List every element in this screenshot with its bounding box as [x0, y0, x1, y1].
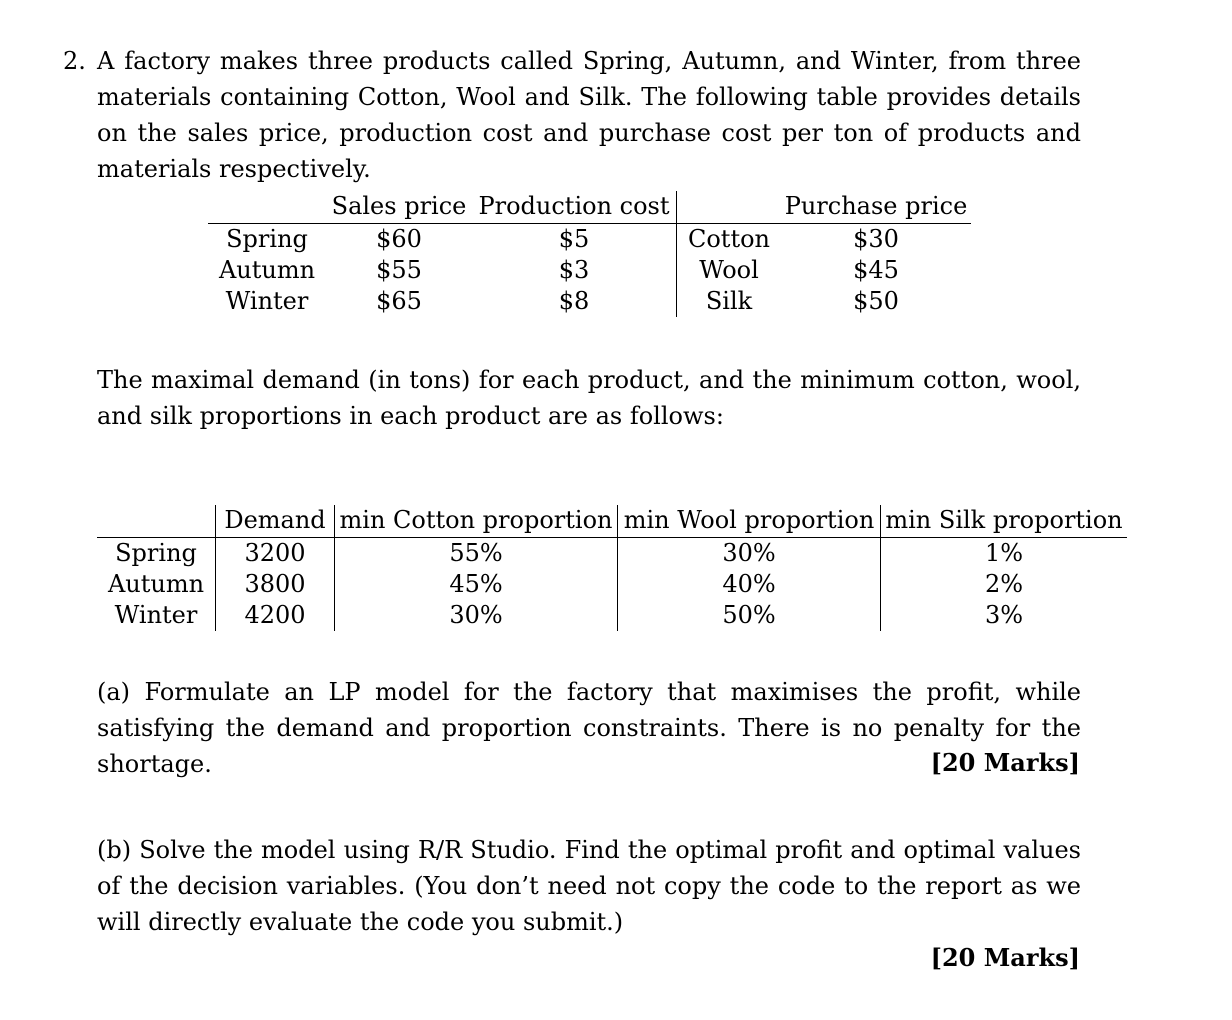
table-header-row [97, 505, 1127, 538]
header-cotton-proportion: min Cotton proportion [335, 505, 618, 538]
question-intro: A factory makes three products called Spring, Autumn, and Winter, from three materials containing Cotton, Wool and Silk. The following table provides details on the sales price, production cost and purchase cost per ton of products and materials respectively. [97, 47, 1081, 183]
header-silk-proportion: min Silk proportion [881, 505, 1128, 538]
production-cost-cell: $8 [472, 286, 677, 317]
table-row [208, 255, 971, 286]
purchase-price-cell: $30 [853, 225, 899, 253]
wool-proportion-cell: 30% [618, 538, 881, 570]
silk-proportion-cell: 3% [984, 601, 1024, 629]
part-b-marks: [20 Marks] [930, 943, 1080, 972]
wool-proportion-cell: 40% [618, 569, 881, 600]
table-row [97, 569, 1127, 600]
table-row [208, 224, 971, 256]
sales-price-cell: $60 [376, 225, 422, 253]
header-demand: Demand [216, 505, 335, 538]
product-name: Autumn [97, 569, 216, 600]
silk-proportion-cell: 2% [984, 570, 1024, 598]
demand-proportion-table [97, 505, 1127, 631]
cotton-proportion-cell: 45% [335, 569, 618, 600]
table-header-row [208, 191, 971, 224]
silk-proportion-cell: 1% [984, 539, 1024, 567]
purchase-price-cell: $50 [853, 287, 899, 315]
demand-cell: 4200 [216, 600, 335, 631]
part-b-text: (b) Solve the model using R/R Studio. Find the optimal profit and optimal values of the decision variables. (You don’t need not copy the code to the report as we will directly evaluate the code you submit.) [97, 836, 1081, 936]
cotton-proportion-cell: 30% [335, 600, 618, 631]
header-production-cost: Production cost [472, 191, 677, 224]
product-name: Winter [225, 287, 309, 315]
sales-price-cell: $65 [376, 287, 422, 315]
question-number: 2. [63, 47, 86, 75]
table-row [97, 600, 1127, 631]
table-row [97, 538, 1127, 570]
material-name: Silk [705, 287, 753, 315]
material-name: Wool [699, 256, 759, 284]
purchase-price-cell: $45 [853, 256, 899, 284]
header-purchase-price: Purchase price [781, 191, 971, 224]
header-wool-proportion: min Wool proportion [618, 505, 881, 538]
product-name: Spring [97, 538, 216, 570]
production-cost-cell: $3 [472, 255, 677, 286]
price-cost-table [208, 191, 971, 317]
part-a-marks: [20 Marks] [930, 748, 1080, 777]
production-cost-cell: $5 [472, 224, 677, 256]
product-name: Autumn [218, 256, 316, 284]
product-name: Spring [226, 225, 308, 253]
demand-cell: 3800 [216, 569, 335, 600]
part-a-text: (a) Formulate an LP model for the factory that maximises the profit, while satisfying the demand and proportion constraints. There is no penalty for the shortage. [97, 678, 1081, 778]
sales-price-cell: $55 [376, 256, 422, 284]
header-sales-price: Sales price [326, 191, 472, 224]
table-row [208, 286, 971, 317]
material-name: Cotton [687, 225, 770, 253]
demand-intro: The maximal demand (in tons) for each product, and the minimum cotton, wool, and silk proportions in each product are as follows: [97, 366, 1081, 430]
wool-proportion-cell: 50% [618, 600, 881, 631]
demand-cell: 3200 [216, 538, 335, 570]
cotton-proportion-cell: 55% [335, 538, 618, 570]
product-name: Winter [97, 600, 216, 631]
